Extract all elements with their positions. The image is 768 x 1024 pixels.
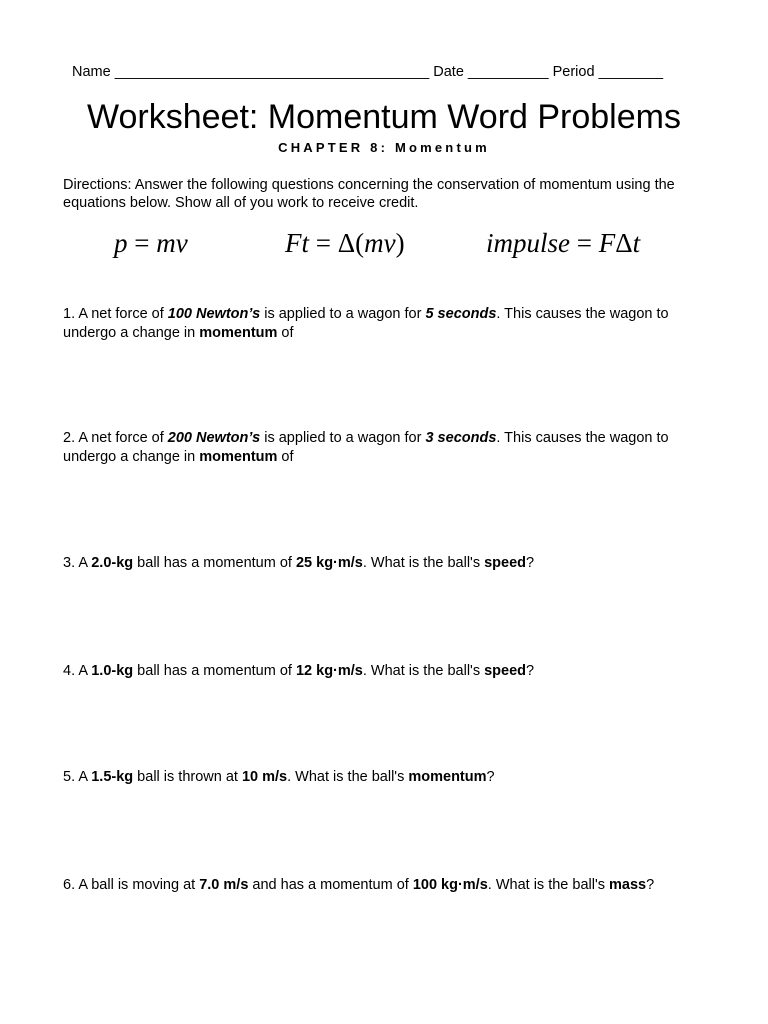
question-1: 1. A net force of 100 Newton’s is applied to a wagon for 5 seconds. This causes the wagon to undergo a change in momentum of — [63, 306, 669, 341]
date-blank: __________ — [467, 64, 549, 80]
student-info-line — [72, 64, 712, 80]
question-6: 6. A ball is moving at 7.0 m/s and has a momentum of 100 kg·m/s. What is the ball's mass? — [63, 877, 655, 893]
period-label: Period — [548, 64, 599, 80]
question-2: 2. A net force of 200 Newton’s is applied to a wagon for 3 seconds. This causes the wagon to undergo a change in momentum of — [63, 430, 669, 465]
period-blank: ________ — [598, 64, 664, 80]
question-4: 4. A 1.0-kg ball has a momentum of 12 kg·m/s. What is the ball's speed? — [63, 663, 535, 679]
date-label: Date — [429, 64, 468, 80]
equation-impulse: impulse = FΔt — [486, 228, 641, 258]
page-title: Worksheet: Momentum Word Problems — [87, 98, 681, 136]
name-label: Name — [72, 64, 115, 80]
name-blank: _______________________________________ — [114, 64, 430, 80]
chapter-subtitle: CHAPTER 8: Momentum — [278, 140, 490, 155]
question-3: 3. A 2.0-kg ball has a momentum of 25 kg·m/s. What is the ball's speed? — [63, 555, 535, 571]
directions-text: Directions: Answer the following questions concerning the conservation of momentum using the equations below. Show all of you work to receive credit. — [63, 177, 675, 211]
equations-row — [0, 228, 768, 268]
equation-momentum: p = mv — [114, 228, 188, 258]
question-5: 5. A 1.5-kg ball is thrown at 10 m/s. What is the ball's momentum? — [63, 769, 495, 785]
equation-impulse-momentum: Ft = Δ(mv) — [285, 228, 405, 258]
